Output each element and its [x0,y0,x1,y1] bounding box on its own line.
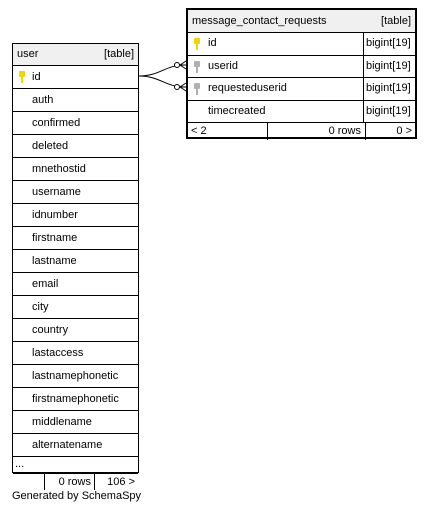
mcr-column-name-cell [188,33,364,55]
mcr-column-type: bigint[19] [366,82,411,94]
mcr-column-name: userid [208,59,238,72]
user-column-name: auth [32,94,54,106]
mcr-column-name-cell [188,78,364,100]
mcr-table-kind: [table] [381,15,411,27]
user-column-row[interactable] [13,342,138,365]
user-column-row[interactable] [13,158,138,181]
mcr-column-name: timecreated [208,104,266,117]
mcr-footer-rows: 0 rows [268,123,366,140]
user-column-name: deleted [32,140,69,152]
primary-key-icon [18,71,26,83]
user-column-name: email [32,278,59,290]
user-column-row[interactable] [13,112,138,135]
user-table-header[interactable] [13,44,138,66]
relationship-end-userid [175,63,180,68]
mcr-table-name[interactable]: message_contact_requests [192,15,327,27]
user-footer-rows: 0 rows [45,474,95,490]
user-column-row[interactable] [13,296,138,319]
mcr-column-row[interactable] [188,56,415,79]
user-table[interactable] [12,43,139,488]
user-column-name: firstnamephonetic [32,393,119,405]
foreign-key-icon [193,61,201,73]
mcr-footer-left[interactable]: < 2 [188,123,268,140]
user-column-name: lastname [32,255,77,267]
user-column-name: alternatename [32,439,103,451]
user-column-row[interactable] [13,89,138,112]
user-column-id[interactable] [13,66,138,89]
user-column-name: confirmed [32,117,81,129]
user-column-name: id [32,71,41,83]
user-table-footer [13,474,138,490]
user-table-kind: [table] [104,48,134,60]
relationship-end-requesteduserid [175,85,180,90]
user-column-name: lastnamephonetic [32,370,119,382]
message-contact-requests-table[interactable] [186,8,417,139]
user-table-name[interactable]: user [17,48,39,60]
mcr-footer-right[interactable]: 0 > [396,125,412,137]
mcr-column-row[interactable] [188,33,415,56]
user-column-name: idnumber [32,209,78,221]
user-column-row[interactable] [13,135,138,158]
mcr-column-name-cell [188,101,364,123]
mcr-table-header[interactable] [188,10,415,33]
user-column-row[interactable] [13,227,138,250]
user-column-name: middlename [32,416,92,428]
user-column-row[interactable] [13,434,138,457]
user-column-row[interactable] [13,250,138,273]
mcr-column-row[interactable] [188,101,415,124]
user-column-name: lastaccess [32,347,84,359]
user-column-name: firstname [32,232,78,244]
mcr-column-name: id [208,37,217,49]
user-column-row[interactable] [13,181,138,204]
mcr-table-footer [188,123,415,140]
user-column-row[interactable] [13,273,138,296]
user-column-name: mnethostid [32,163,86,175]
foreign-key-icon [193,83,201,95]
mcr-column-name-cell [188,56,364,78]
user-footer-right[interactable]: 106 > [107,476,135,488]
mcr-column-type: bigint[19] [366,59,411,72]
mcr-column-type: bigint[19] [366,104,411,117]
user-column-row[interactable] [13,204,138,227]
primary-key-icon [193,38,201,50]
user-more-columns: ... [13,457,138,474]
user-column-name: username [32,186,81,198]
user-column-row[interactable] [13,411,138,434]
generated-by-text: Generated by SchemaSpy [12,490,142,502]
mcr-column-name: requesteduserid [208,82,287,94]
user-footer-left [13,474,45,490]
user-column-row[interactable] [13,319,138,342]
mcr-column-type: bigint[19] [366,37,411,49]
user-column-row[interactable] [13,388,138,411]
user-column-row[interactable] [13,365,138,388]
mcr-column-row[interactable] [188,78,415,101]
user-column-name: country [32,324,69,336]
user-column-name: city [32,301,49,313]
